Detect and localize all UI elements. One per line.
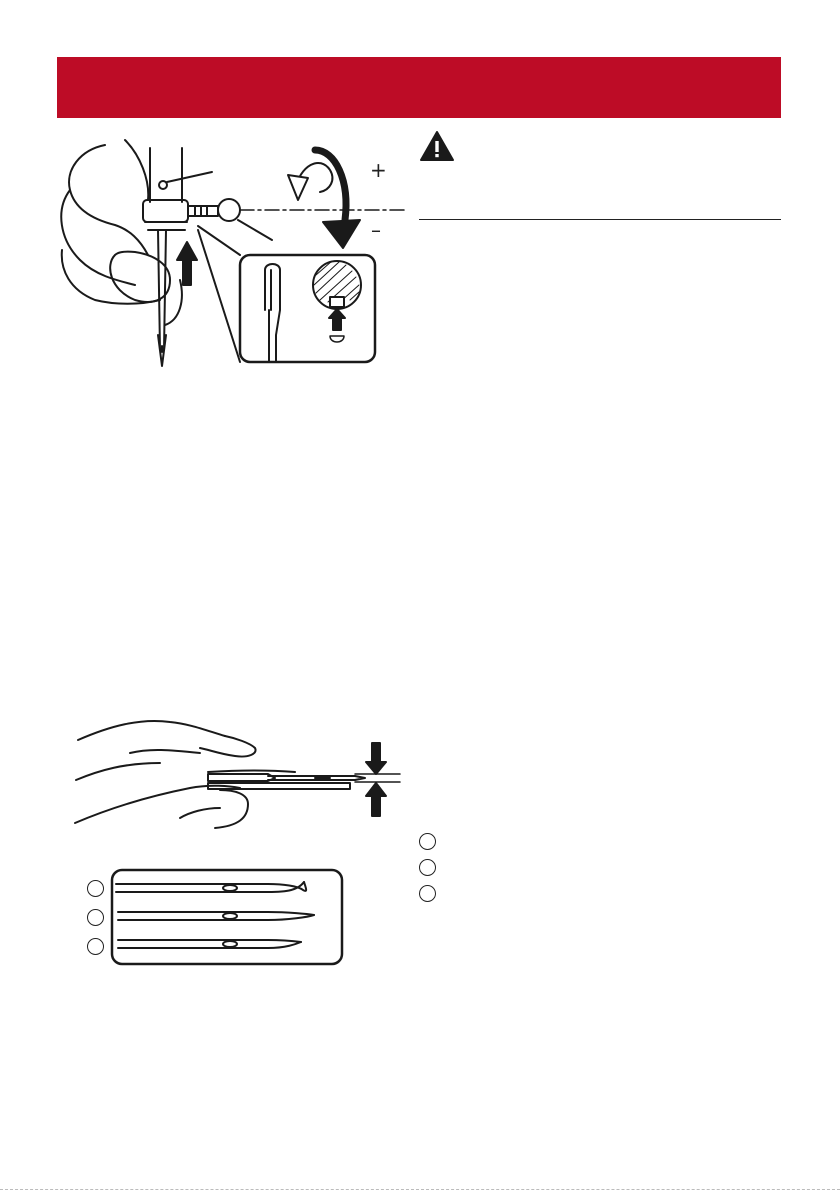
page-edge-divider [0,1189,840,1190]
needle-types-illustration [108,868,344,966]
warning-divider [419,219,781,220]
plus-sign: + [370,158,387,182]
legend-number-2 [419,859,436,876]
needle-callout-1 [87,880,104,897]
section-header-banner [57,57,781,118]
warning-triangle-icon [419,130,455,162]
legend-number-1 [419,833,436,850]
legend-number-3 [419,885,436,902]
needle-insertion-illustration [40,130,410,375]
needle-check-illustration [70,708,405,833]
needle-callout-2 [87,909,104,926]
minus-sign: – [371,218,381,242]
needle-callout-3 [87,938,104,955]
